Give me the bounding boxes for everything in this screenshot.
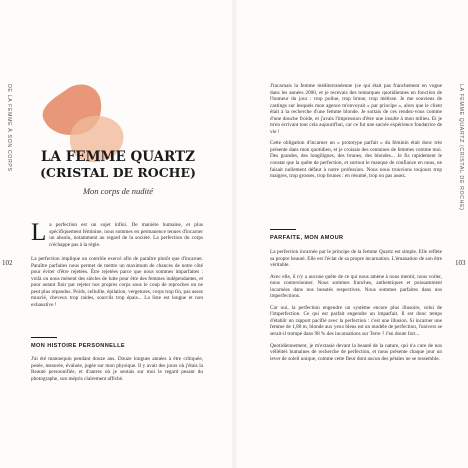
chapter-title-line2: (CRISTAL DE ROCHE) (40, 165, 196, 180)
section-header-parfaite (270, 229, 442, 241)
section-rule (270, 229, 296, 230)
paragraph: Cette obligation d'incarner un « prototype parfait » du féminin était donc très présente dans mon quotidien, et je croisais des centaines de femmes comme moi. Des grandes, des longilignes, des brunes, des blondes... Je fis rapidement le constat que la quête de perfection, et surtout le manque de confiance en nous, ne faisait nullement défaut à notre profession. Nous nous trouvions toujours trop maigres, trop grosses, trop brunes : en résumé, trop ou pas assez. (270, 140, 442, 180)
running-head-right-text: LA FEMME QUARTZ (CRISTAL DE ROCHE) (458, 84, 464, 211)
left-body-text (31, 256, 203, 308)
paragraph: La perfection implique un contrôle exercé afin de paraître plutôt que d'incarner. Paraître parfaites nous permet de mettre un maximum de chances de notre côté pour éviter d'être rejetées. Être rejetées parce que nous sommes imparfaites : voilà ou nous mènent des siècles de lutte pour être des femmes indépendantes, et pour autant finir par rejeter nos propres corps sous le coup de reproches on ne peut plus répandus. Poids, cellulite, épilation, vergetures, corps trop fin, pas assez musclé, cheveux trop raides, sourcils trop épais... La liste est longue et non exhaustive ! (31, 256, 203, 308)
page-number-left: 102 (2, 259, 13, 267)
chapter-title-line1: LA FEMME QUARTZ (41, 149, 195, 165)
page-number-right: 103 (455, 259, 466, 267)
chapter-title (36, 150, 200, 180)
paragraph: La perfection incarnée par le principe de la femme Quartz est simple. Elle reflète sa propre beauté. Elle est l'éclat de sa propre incarnation. L'émanation de son être véritable. (270, 249, 442, 269)
paragraph: Car oui, la perfection engendre un système encore plus illusoire, celui de l'imperfection. Ce qui est parfait engendre un imparfait. Il est donc temps d'établir un rapport pacifié avec la perfection : c'est une illusion. Si incarner une femme de 1,80 m, blonde aux yeux bleus est un modèle de perfection, l'univers se serait-il trompé dans 98 % des incarnations sur Terre ? J'en doute fort... (270, 304, 442, 338)
intro-paragraph (31, 219, 203, 248)
section-text-histoire (31, 356, 203, 382)
right-body-text-bottom (270, 249, 442, 362)
book-gutter (231, 0, 237, 468)
section-heading: PARFAITE, MON AMOUR (270, 235, 344, 242)
section-heading: MON HISTOIRE PERSONNELLE (31, 343, 126, 350)
right-body-text-top (270, 83, 442, 180)
paragraph: Quotidiennement, je m'extasie devant la beauté de la nature, qui n'a cure de nos vélléités humaines de recherche de perfection, et nous présente chaque jour un lever de soleil unique, comme cette fleur dont aucun des pétales ne se ressemble. (270, 342, 442, 362)
section-header-histoire (31, 337, 203, 349)
paragraph: J'incarnais la femme méditerranéenne (ce qui était pas franchement en vogue dans les années 2000, et je recevais des remarques quotidiennes en fonction de l'humeur du jour : trop poilue, trop brune, trop métisse. Je me souviens de castings sur lesquels mon agence m'envoyait « par principe », alors que le client était à la recherche d'une femme blonde. Je sortais de ces rendez-vous comme d'une douche froide, et j'avais l'impression d'être une insulte à mon milieu. Et je m'en écrivant tout cela aujourd'hui, car ce fut une sacrée expérience fondatrice de vie ! (270, 83, 442, 135)
intro-text: a perfection est un sujet infini. De manière humaine, et plus spécifiquement féminine, nous sommes en permanence tenues d'incarner un absolu, notamment au regard de la société. La perfection du corps n'échappe pas à la règle. (49, 222, 203, 248)
running-head-left (2, 84, 12, 224)
chapter-subtitle: Mon corps de nudité (82, 186, 154, 196)
paragraph: J'ai été mannequin pendant douze ans. Douze longues années à être critiquée, pesée, mesurée, évaluée, jugée sur mon physique. Il y avait des jours où j'étais la Beauté personnifiée, et d'autres où je sentais sur moi le regard pesant du photographe, son mépris clairement affiché. (31, 356, 203, 382)
running-head-left-text: DE LA FEMME À SON CORPS (6, 84, 12, 172)
running-head-right (454, 84, 464, 224)
section-rule (31, 337, 57, 338)
paragraph: Avec elle, il n'y a aucune quête de ce qui nous amène à nous mentir, nous voiler, nous contorsionner. Nous sommes franches, authentiques et puissamment incarnées dans nos beautés respectives. Nous sommes parfaites dans nos imperfections. (270, 273, 442, 300)
drop-cap: L (31, 219, 47, 246)
